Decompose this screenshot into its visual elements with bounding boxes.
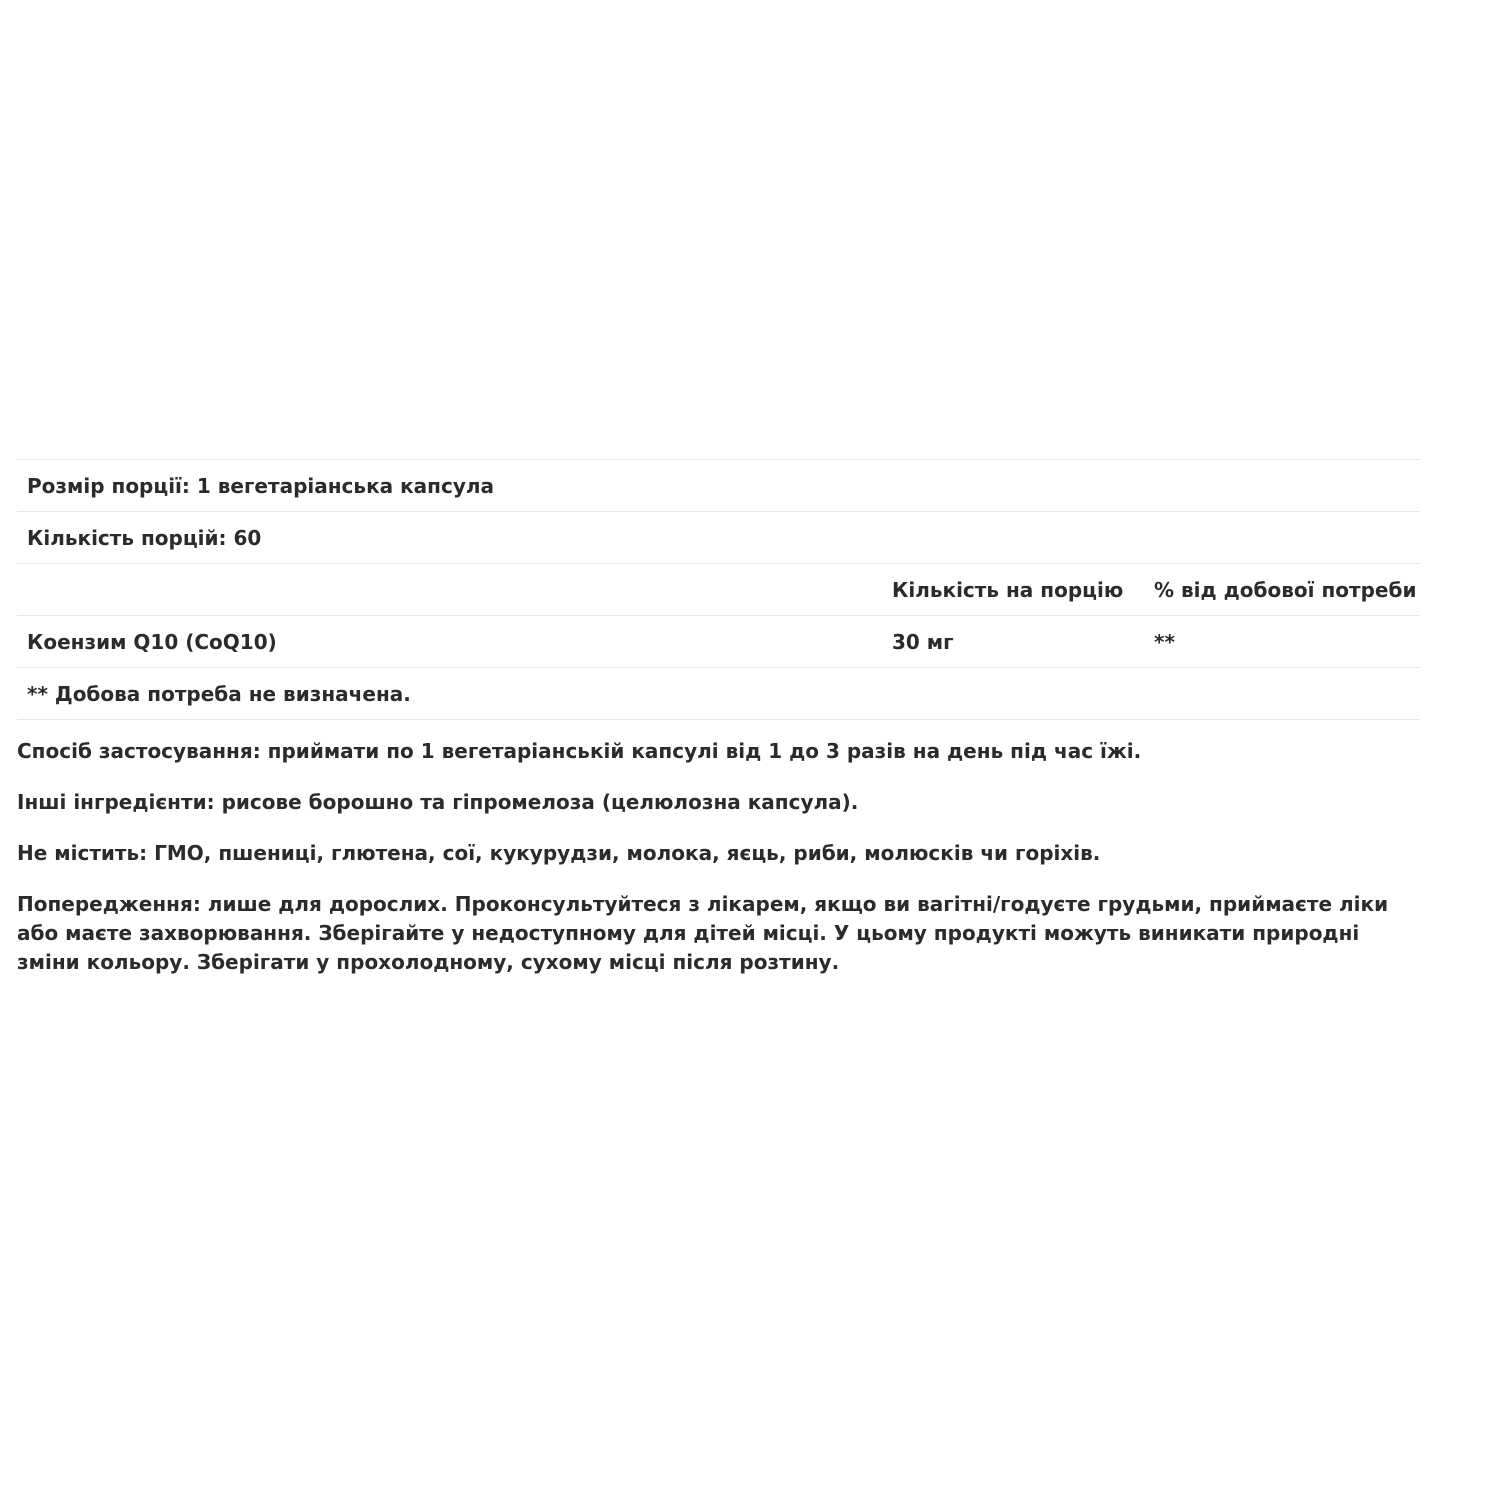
- serving-size-text: Розмір порції: 1 вегетаріанська капсула: [17, 460, 1420, 512]
- header-empty-cell: [17, 564, 882, 616]
- serving-size-row: [17, 460, 1420, 512]
- ingredient-name: Коензим Q10 (CoQ10): [17, 616, 882, 668]
- footnote-text: ** Добова потреба не визначена.: [17, 668, 1420, 720]
- other-ingredients-paragraph: Інші інгредієнти: рисове борошно та гіпромелоза (целюлозна капсула).: [17, 790, 859, 814]
- table-header-row: [17, 564, 1420, 616]
- product-info-paragraphs: [17, 737, 1407, 999]
- supplement-facts-table: [17, 459, 1420, 720]
- servings-count-row: [17, 512, 1420, 564]
- header-daily-value: % від добової потреби: [1144, 564, 1420, 616]
- table-row: [17, 616, 1420, 668]
- ingredient-daily-value: **: [1144, 616, 1420, 668]
- footnote-row: [17, 668, 1420, 720]
- ingredient-amount: 30 мг: [882, 616, 1144, 668]
- header-amount-per-serving: Кількість на порцію: [882, 564, 1144, 616]
- free-of-paragraph: Не містить: ГМО, пшениці, глютена, сої, кукурудзи, молока, яєць, риби, молюсків чи горіхів.: [17, 841, 1101, 865]
- usage-paragraph: Спосіб застосування: приймати по 1 вегетаріанській капсулі від 1 до 3 разів на день під час їжі.: [17, 739, 1142, 763]
- warning-paragraph: Попередження: лише для дорослих. Проконсультуйтеся з лікарем, якщо ви вагітні/годуєте грудьми, приймаєте ліки або маєте захворювання. Зберігайте у недоступному для дітей місці. У цьому продукті можуть виникати природні зміни кольору. Зберігати у прохолодному, сухому місці після розтину.: [17, 892, 1389, 974]
- servings-count-text: Кількість порцій: 60: [17, 512, 1420, 564]
